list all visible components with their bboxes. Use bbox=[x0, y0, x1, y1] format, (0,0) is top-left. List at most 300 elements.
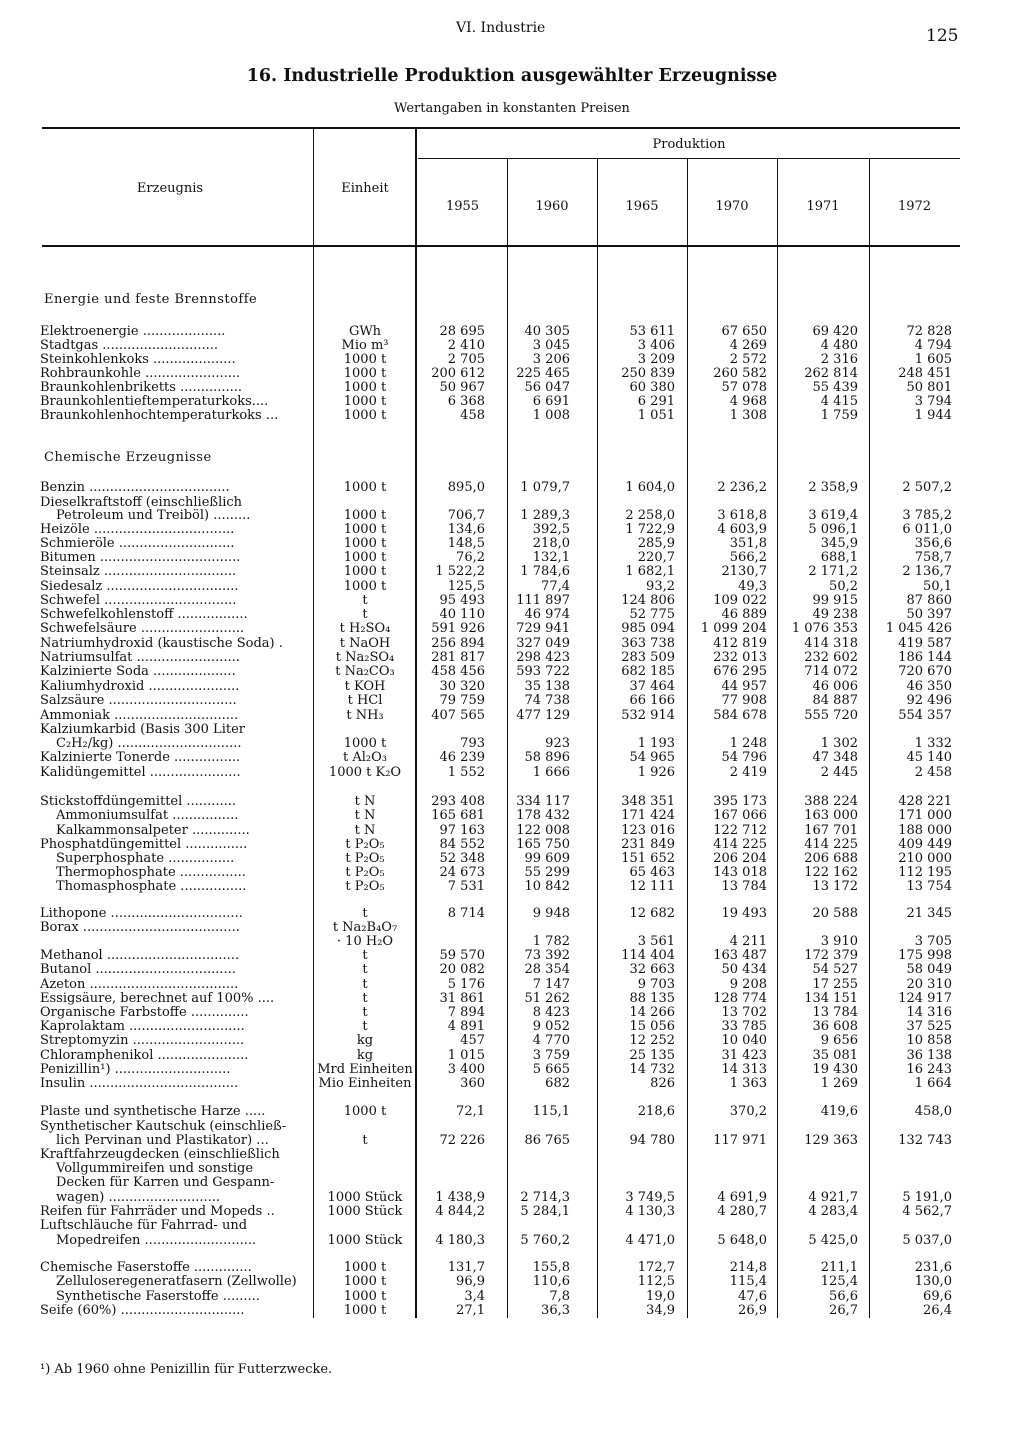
row-label: Kalziumkarbid (Basis 300 Liter bbox=[40, 722, 245, 737]
row-label: Ammoniumsulfat ................ bbox=[56, 808, 239, 823]
value-cell: 4 603,9 bbox=[717, 522, 767, 537]
value-cell: 122 162 bbox=[804, 865, 858, 880]
value-cell: 66 166 bbox=[629, 693, 675, 708]
value-cell: 47 348 bbox=[812, 750, 858, 765]
value-cell: 53 611 bbox=[629, 324, 675, 339]
table-row bbox=[0, 1077, 1024, 1091]
row-unit: 1000 t bbox=[343, 366, 387, 381]
value-cell: 24 673 bbox=[439, 865, 485, 880]
value-cell: 458 bbox=[460, 408, 485, 423]
value-cell: 50 801 bbox=[906, 380, 952, 395]
value-cell: 555 720 bbox=[804, 708, 858, 723]
row-unit: 1000 Stück bbox=[327, 1204, 403, 1219]
row-unit: 1000 t bbox=[343, 394, 387, 409]
value-cell: 758,7 bbox=[914, 550, 952, 565]
value-cell: 4 280,7 bbox=[717, 1204, 767, 1219]
value-cell: 1 522,2 bbox=[435, 564, 485, 579]
value-cell: 12 252 bbox=[629, 1033, 675, 1048]
value-cell: 218,6 bbox=[637, 1104, 675, 1119]
value-cell: 65 463 bbox=[629, 865, 675, 880]
value-cell: 51 262 bbox=[524, 991, 570, 1006]
value-cell: 56,6 bbox=[829, 1289, 858, 1304]
table-row bbox=[0, 1176, 1024, 1190]
value-cell: 99 609 bbox=[524, 851, 570, 866]
value-cell: 125,5 bbox=[447, 579, 485, 594]
value-cell: 6 291 bbox=[637, 394, 675, 409]
value-cell: 1 015 bbox=[447, 1048, 485, 1063]
value-cell: 206 204 bbox=[713, 851, 767, 866]
value-cell: 1 248 bbox=[729, 736, 767, 751]
value-cell: 143 018 bbox=[713, 865, 767, 880]
value-cell: 44 957 bbox=[721, 679, 767, 694]
section-heading: Chemische Erzeugnisse bbox=[44, 450, 212, 465]
value-cell: 123 016 bbox=[621, 823, 675, 838]
value-cell: 132,1 bbox=[532, 550, 570, 565]
page-number: 125 bbox=[926, 26, 959, 46]
value-cell: 171 000 bbox=[898, 808, 952, 823]
row-label: Braunkohlentieftemperaturkoks.... bbox=[40, 394, 269, 409]
value-cell: 218,0 bbox=[532, 536, 570, 551]
value-cell: 36 138 bbox=[906, 1048, 952, 1063]
value-cell: 9 052 bbox=[532, 1019, 570, 1034]
production-rule bbox=[418, 158, 960, 159]
row-unit: t bbox=[362, 977, 368, 992]
value-cell: 112 195 bbox=[898, 865, 952, 880]
row-unit: t bbox=[362, 1019, 368, 1034]
value-cell: 49,3 bbox=[738, 579, 767, 594]
value-cell: 214,8 bbox=[729, 1260, 767, 1275]
row-label: Braunkohlenhochtemperaturkoks ... bbox=[40, 408, 279, 423]
value-cell: 4 415 bbox=[820, 394, 858, 409]
row-label: Kaprolaktam ............................ bbox=[40, 1019, 245, 1034]
row-unit: t Na₂CO₃ bbox=[335, 664, 395, 679]
value-cell: 35 138 bbox=[524, 679, 570, 694]
value-cell: 13 784 bbox=[812, 1005, 858, 1020]
row-label: Decken für Karren und Gespann- bbox=[56, 1175, 275, 1190]
value-cell: 363 738 bbox=[621, 636, 675, 651]
value-cell: 4 130,3 bbox=[625, 1204, 675, 1219]
table-row bbox=[0, 481, 1024, 495]
value-cell: 356,6 bbox=[914, 536, 952, 551]
value-cell: 9 703 bbox=[637, 977, 675, 992]
value-cell: 584 678 bbox=[713, 708, 767, 723]
value-cell: 262 814 bbox=[804, 366, 858, 381]
value-cell: 4 691,9 bbox=[717, 1190, 767, 1205]
value-cell: 477 129 bbox=[516, 708, 570, 723]
value-cell: 26,9 bbox=[738, 1303, 767, 1318]
value-cell: 4 211 bbox=[729, 934, 767, 949]
value-cell: 16 243 bbox=[906, 1062, 952, 1077]
header-year: 1972 bbox=[897, 199, 932, 214]
row-label: Schwefel ................................ bbox=[40, 593, 237, 608]
value-cell: 175 998 bbox=[898, 948, 952, 963]
row-unit: 1000 t bbox=[343, 536, 387, 551]
value-cell: 3 619,4 bbox=[808, 508, 858, 523]
row-label: Organische Farbstoffe .............. bbox=[40, 1005, 249, 1020]
row-label: Kalzinierte Tonerde ................ bbox=[40, 750, 241, 765]
value-cell: 1 782 bbox=[532, 934, 570, 949]
row-label: Essigsäure, berechnet auf 100% .... bbox=[40, 991, 275, 1006]
row-label: Schwefelsäure ......................... bbox=[40, 621, 245, 636]
row-unit: t Na₂SO₄ bbox=[335, 650, 395, 665]
value-cell: 72,1 bbox=[456, 1104, 485, 1119]
row-unit: 1000 t bbox=[343, 736, 387, 751]
value-cell: 14 313 bbox=[721, 1062, 767, 1077]
row-unit: t bbox=[362, 948, 368, 963]
value-cell: 1 051 bbox=[637, 408, 675, 423]
row-unit: 1000 t bbox=[343, 550, 387, 565]
row-label: Heizöle .................................. bbox=[40, 522, 235, 537]
value-cell: 206 688 bbox=[804, 851, 858, 866]
row-unit: 1000 t bbox=[343, 1274, 387, 1289]
value-cell: 8 423 bbox=[532, 1005, 570, 1020]
value-cell: 12 682 bbox=[629, 906, 675, 921]
value-cell: 1 666 bbox=[532, 765, 570, 780]
value-cell: 593 722 bbox=[516, 664, 570, 679]
value-cell: 134 151 bbox=[804, 991, 858, 1006]
value-cell: 3 785,2 bbox=[902, 508, 952, 523]
value-cell: 178 432 bbox=[516, 808, 570, 823]
table-row bbox=[0, 1105, 1024, 1119]
value-cell: 2 572 bbox=[729, 352, 767, 367]
row-label: Mopedreifen ........................... bbox=[56, 1233, 257, 1248]
row-label: Penizillin¹) ............................ bbox=[40, 1062, 231, 1077]
value-cell: 458 456 bbox=[431, 664, 485, 679]
table-row bbox=[0, 1219, 1024, 1233]
row-label: Petroleum und Treiböl) ......... bbox=[56, 508, 251, 523]
value-cell: 171 424 bbox=[621, 808, 675, 823]
value-cell: 3 400 bbox=[447, 1062, 485, 1077]
header-production: Produktion bbox=[652, 137, 726, 152]
value-cell: 826 bbox=[650, 1076, 675, 1091]
value-cell: 77,4 bbox=[541, 579, 570, 594]
value-cell: 200 612 bbox=[431, 366, 485, 381]
value-cell: 32 663 bbox=[629, 962, 675, 977]
table-row bbox=[0, 751, 1024, 765]
row-label: Azeton .................................... bbox=[40, 977, 239, 992]
value-cell: 49 238 bbox=[812, 607, 858, 622]
value-cell: 84 887 bbox=[812, 693, 858, 708]
value-cell: 124 917 bbox=[898, 991, 952, 1006]
value-cell: 134,6 bbox=[447, 522, 485, 537]
value-cell: 457 bbox=[460, 1033, 485, 1048]
row-label: Thermophosphate ................ bbox=[56, 865, 246, 880]
value-cell: 210 000 bbox=[898, 851, 952, 866]
value-cell: 30 320 bbox=[439, 679, 485, 694]
value-cell: 54 796 bbox=[721, 750, 767, 765]
row-label: Phosphatdüngemittel ............... bbox=[40, 837, 248, 852]
value-cell: 1 008 bbox=[532, 408, 570, 423]
header-year: 1971 bbox=[806, 199, 840, 214]
value-cell: 3 618,8 bbox=[717, 508, 767, 523]
value-cell: 54 965 bbox=[629, 750, 675, 765]
row-label: lich Pervinan und Plastikator) ... bbox=[56, 1133, 269, 1148]
value-cell: 3 749,5 bbox=[625, 1190, 675, 1205]
value-cell: 9 656 bbox=[820, 1033, 858, 1048]
value-cell: 13 702 bbox=[721, 1005, 767, 1020]
row-label: Borax ...................................... bbox=[40, 920, 240, 935]
value-cell: 188 000 bbox=[898, 823, 952, 838]
row-label: Synthetischer Kautschuk (einschließ- bbox=[40, 1119, 287, 1134]
value-cell: 50 434 bbox=[721, 962, 767, 977]
header-year: 1965 bbox=[625, 199, 659, 214]
row-unit: GWh bbox=[348, 324, 382, 339]
value-cell: 4 921,7 bbox=[808, 1190, 858, 1205]
value-cell: 3 209 bbox=[637, 352, 675, 367]
value-cell: 566,2 bbox=[729, 550, 767, 565]
value-cell: 232 013 bbox=[713, 650, 767, 665]
value-cell: 3 759 bbox=[532, 1048, 570, 1063]
value-cell: 132 743 bbox=[898, 1133, 952, 1148]
row-label: Synthetische Faserstoffe ......... bbox=[56, 1289, 260, 1304]
row-label: Siedesalz ................................ bbox=[40, 579, 239, 594]
value-cell: 69,6 bbox=[923, 1289, 952, 1304]
value-cell: 231,6 bbox=[914, 1260, 952, 1275]
value-cell: 25 135 bbox=[629, 1048, 675, 1063]
value-cell: 2 458 bbox=[914, 765, 952, 780]
row-label: Kalzinierte Soda .................... bbox=[40, 664, 236, 679]
value-cell: 793 bbox=[460, 736, 485, 751]
value-cell: 5 760,2 bbox=[520, 1233, 570, 1248]
row-label: Plaste und synthetische Harze ..... bbox=[40, 1104, 266, 1119]
row-label: Stickstoffdüngemittel ............ bbox=[40, 794, 236, 809]
value-cell: 46 239 bbox=[439, 750, 485, 765]
value-cell: 36,3 bbox=[541, 1303, 570, 1318]
value-cell: 1 099 204 bbox=[700, 621, 767, 636]
row-unit: 1000 t bbox=[343, 480, 387, 495]
value-cell: 131,7 bbox=[447, 1260, 485, 1275]
value-cell: 428 221 bbox=[898, 794, 952, 809]
value-cell: 26,7 bbox=[829, 1303, 858, 1318]
row-label: Steinsalz ................................ bbox=[40, 564, 237, 579]
header-year: 1955 bbox=[445, 199, 480, 214]
row-unit: Mrd Einheiten bbox=[317, 1062, 413, 1077]
value-cell: 124 806 bbox=[621, 593, 675, 608]
value-cell: 5 425,0 bbox=[808, 1233, 858, 1248]
value-cell: 110,6 bbox=[532, 1274, 570, 1289]
value-cell: 55 299 bbox=[524, 865, 570, 880]
value-cell: 47,6 bbox=[738, 1289, 767, 1304]
value-cell: 7,8 bbox=[549, 1289, 570, 1304]
row-label: Natriumsulfat ......................... bbox=[40, 650, 240, 665]
row-unit: t HCl bbox=[347, 693, 383, 708]
value-cell: 392,5 bbox=[532, 522, 570, 537]
value-cell: 4 770 bbox=[532, 1033, 570, 1048]
value-cell: 57 078 bbox=[721, 380, 767, 395]
value-cell: 298 423 bbox=[516, 650, 570, 665]
row-unit: t bbox=[362, 607, 368, 622]
value-cell: 20 310 bbox=[906, 977, 952, 992]
value-cell: 412 819 bbox=[713, 636, 767, 651]
row-label: Kaliumhydroxid ...................... bbox=[40, 679, 240, 694]
value-cell: 3 406 bbox=[637, 338, 675, 353]
value-cell: 4 844,2 bbox=[435, 1204, 485, 1219]
value-cell: 225 465 bbox=[516, 366, 570, 381]
value-cell: 260 582 bbox=[713, 366, 767, 381]
value-cell: 50 967 bbox=[439, 380, 485, 395]
row-unit: t bbox=[362, 962, 368, 977]
value-cell: 9 948 bbox=[532, 906, 570, 921]
row-unit: 1000 t K₂O bbox=[328, 765, 402, 780]
value-cell: 232 602 bbox=[804, 650, 858, 665]
value-cell: 285,9 bbox=[637, 536, 675, 551]
value-cell: 45 140 bbox=[906, 750, 952, 765]
value-cell: 34,9 bbox=[646, 1303, 675, 1318]
value-cell: 2 507,2 bbox=[902, 480, 952, 495]
value-cell: 111 897 bbox=[516, 593, 570, 608]
value-cell: 79 759 bbox=[439, 693, 485, 708]
value-cell: 122 008 bbox=[516, 823, 570, 838]
value-cell: 58 049 bbox=[906, 962, 952, 977]
value-cell: 351,8 bbox=[729, 536, 767, 551]
row-label: Bitumen .................................. bbox=[40, 550, 241, 565]
value-cell: 5 191,0 bbox=[902, 1190, 952, 1205]
value-cell: 3 910 bbox=[820, 934, 858, 949]
value-cell: 419,6 bbox=[820, 1104, 858, 1119]
value-cell: 3 794 bbox=[914, 394, 952, 409]
value-cell: 985 094 bbox=[621, 621, 675, 636]
value-cell: 50,1 bbox=[923, 579, 952, 594]
value-cell: 231 849 bbox=[621, 837, 675, 852]
row-label: Chloramphenikol ...................... bbox=[40, 1048, 249, 1063]
value-cell: 20 588 bbox=[812, 906, 858, 921]
value-cell: 3 045 bbox=[532, 338, 570, 353]
row-unit: 1000 t bbox=[343, 1303, 387, 1318]
value-cell: 327 049 bbox=[516, 636, 570, 651]
value-cell: 682 185 bbox=[621, 664, 675, 679]
value-cell: 2 714,3 bbox=[520, 1190, 570, 1205]
value-cell: 163 000 bbox=[804, 808, 858, 823]
value-cell: 8 714 bbox=[447, 906, 485, 921]
row-unit: t H₂SO₄ bbox=[339, 621, 391, 636]
value-cell: 46 350 bbox=[906, 679, 952, 694]
value-cell: 52 348 bbox=[439, 851, 485, 866]
value-cell: 5 284,1 bbox=[520, 1204, 570, 1219]
value-cell: 419 587 bbox=[898, 636, 952, 651]
value-cell: 4 180,3 bbox=[435, 1233, 485, 1248]
value-cell: 19,0 bbox=[646, 1289, 675, 1304]
value-cell: 4 794 bbox=[914, 338, 952, 353]
row-unit: t NaOH bbox=[339, 636, 391, 651]
value-cell: 74 738 bbox=[524, 693, 570, 708]
value-cell: 1 332 bbox=[914, 736, 952, 751]
value-cell: 88 135 bbox=[629, 991, 675, 1006]
value-cell: 35 081 bbox=[812, 1048, 858, 1063]
value-cell: 688,1 bbox=[820, 550, 858, 565]
row-unit: t N bbox=[354, 794, 376, 809]
value-cell: 117 971 bbox=[713, 1133, 767, 1148]
value-cell: 3 561 bbox=[637, 934, 675, 949]
value-cell: 414 225 bbox=[713, 837, 767, 852]
row-unit: 1000 t bbox=[343, 564, 387, 579]
header-unit: Einheit bbox=[341, 181, 389, 196]
value-cell: 1 605 bbox=[914, 352, 952, 367]
table-top-rule bbox=[42, 127, 960, 129]
row-label: Dieselkraftstoff (einschließlich bbox=[40, 495, 243, 510]
value-cell: 1 045 426 bbox=[885, 621, 952, 636]
value-cell: 28 695 bbox=[439, 324, 485, 339]
row-unit: · 10 H₂O bbox=[336, 934, 394, 949]
value-cell: 73 392 bbox=[524, 948, 570, 963]
row-label: Reifen für Fahrräder und Mopeds .. bbox=[40, 1204, 275, 1219]
value-cell: 2 419 bbox=[729, 765, 767, 780]
value-cell: 72 828 bbox=[906, 324, 952, 339]
value-cell: 115,1 bbox=[532, 1104, 570, 1119]
value-cell: 40 110 bbox=[439, 607, 485, 622]
value-cell: 46 974 bbox=[524, 607, 570, 622]
value-cell: 114 404 bbox=[621, 948, 675, 963]
value-cell: 19 430 bbox=[812, 1062, 858, 1077]
row-label: Natriumhydroxid (kaustische Soda) . bbox=[40, 636, 283, 651]
value-cell: 720 670 bbox=[898, 664, 952, 679]
value-cell: 2130,7 bbox=[721, 564, 767, 579]
row-label: Stadtgas ............................ bbox=[40, 338, 219, 353]
value-cell: 37 525 bbox=[906, 1019, 952, 1034]
value-cell: 1 193 bbox=[637, 736, 675, 751]
row-label: Streptomyzin ........................... bbox=[40, 1033, 245, 1048]
table-row bbox=[0, 694, 1024, 708]
row-label: Zelluloseregeneratfasern (Zellwolle) bbox=[56, 1274, 297, 1289]
row-unit: 1000 Stück bbox=[327, 1233, 403, 1248]
row-label: Kraftfahrzeugdecken (einschließlich bbox=[40, 1147, 280, 1162]
value-cell: 97 163 bbox=[439, 823, 485, 838]
row-unit: 1000 t bbox=[343, 380, 387, 395]
row-unit: 1000 t bbox=[343, 1104, 387, 1119]
value-cell: 112,5 bbox=[637, 1274, 675, 1289]
value-cell: 256 894 bbox=[431, 636, 485, 651]
value-cell: 1 308 bbox=[729, 408, 767, 423]
row-unit: t P₂O₅ bbox=[345, 879, 385, 894]
row-label: Vollgummireifen und sonstige bbox=[56, 1161, 254, 1176]
row-unit: t P₂O₅ bbox=[345, 865, 385, 880]
value-cell: 28 354 bbox=[524, 962, 570, 977]
row-label: Lithopone ................................ bbox=[40, 906, 243, 921]
value-cell: 676 295 bbox=[713, 664, 767, 679]
table-row bbox=[0, 1034, 1024, 1048]
value-cell: 283 509 bbox=[621, 650, 675, 665]
footnote: ¹) Ab 1960 ohne Penizillin für Futterzwecke. bbox=[40, 1362, 333, 1377]
value-cell: 94 780 bbox=[629, 1133, 675, 1148]
value-cell: 167 701 bbox=[804, 823, 858, 838]
value-cell: 77 908 bbox=[721, 693, 767, 708]
value-cell: 3 705 bbox=[914, 934, 952, 949]
value-cell: 5 176 bbox=[447, 977, 485, 992]
value-cell: 714 072 bbox=[804, 664, 858, 679]
value-cell: 1 363 bbox=[729, 1076, 767, 1091]
value-cell: 40 305 bbox=[524, 324, 570, 339]
value-cell: 414 225 bbox=[804, 837, 858, 852]
row-unit: t bbox=[362, 991, 368, 1006]
header-product: Erzeugnis bbox=[136, 181, 204, 196]
value-cell: 55 439 bbox=[812, 380, 858, 395]
row-unit: t NH₃ bbox=[346, 708, 384, 723]
value-cell: 72 226 bbox=[439, 1133, 485, 1148]
row-label: Luftschläuche für Fahrrad- und bbox=[40, 1218, 248, 1233]
value-cell: 7 531 bbox=[447, 879, 485, 894]
value-cell: 4 480 bbox=[820, 338, 858, 353]
table-row bbox=[0, 1234, 1024, 1248]
table-row bbox=[0, 622, 1024, 636]
value-cell: 1 289,3 bbox=[520, 508, 570, 523]
header-year: 1960 bbox=[535, 199, 569, 214]
value-cell: 13 784 bbox=[721, 879, 767, 894]
value-cell: 31 423 bbox=[721, 1048, 767, 1063]
value-cell: 163 487 bbox=[713, 948, 767, 963]
row-unit: t bbox=[362, 1005, 368, 1020]
value-cell: 128 774 bbox=[713, 991, 767, 1006]
value-cell: 130,0 bbox=[914, 1274, 952, 1289]
row-unit: kg bbox=[356, 1033, 374, 1048]
